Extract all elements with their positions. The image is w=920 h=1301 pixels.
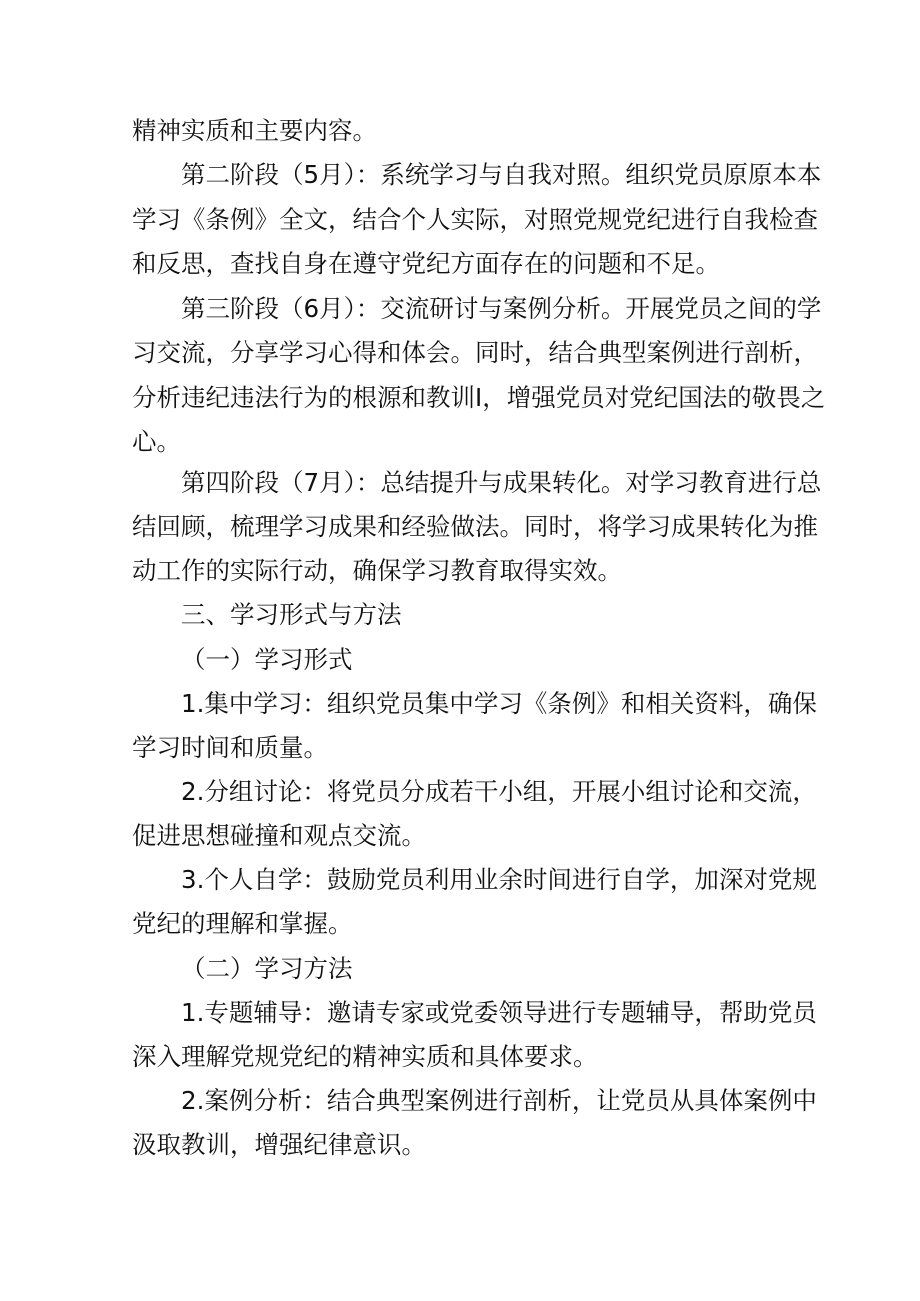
paragraph-line: 分析违纪违法行为的根源和教训I，增强党员对党纪国法的敬畏之 (132, 383, 826, 412)
paragraph-line: 第三阶段（6月）：交流研讨与案例分析。开展党员之间的学 (181, 294, 822, 323)
paragraph-line: 学习《条例》全文，结合个人实际，对照党规党纪进行自我检查 (132, 205, 818, 234)
list-item-line: 1.集中学习：组织党员集中学习《条例》和相关资料，确保 (181, 689, 817, 718)
paragraph-line: 精神实质和主要内容。 (132, 116, 377, 145)
section-heading: 三、学习形式与方法 (181, 600, 402, 629)
paragraph-line: 结回顾，梳理学习成果和经验做法。同时，将学习成果转化为推 (132, 512, 818, 541)
subsection-heading: （一）学习形式 (181, 645, 353, 674)
subsection-heading: （二）学习方法 (181, 954, 353, 983)
paragraph-line: 动工作的实际行动，确保学习教育取得实效。 (132, 556, 622, 585)
paragraph-line: 和反思，查找自身在遵守党纪方面存在的问题和不足。 (132, 249, 720, 278)
list-item-line: 1.专题辅导：邀请专家或党委领导进行专题辅导，帮助党员 (181, 998, 817, 1027)
list-item-line: 促进思想碰撞和观点交流。 (132, 821, 426, 850)
list-item-line: 2.分组讨论：将党员分成若干小组，开展小组讨论和交流， (181, 777, 817, 806)
paragraph-line: 第四阶段（7月）：总结提升与成果转化。对学习教育进行总 (181, 468, 822, 497)
paragraph-line: 习交流，分享学习心得和体会。同时，结合典型案例进行剖析， (132, 338, 818, 367)
list-item-line: 学习时间和质量。 (132, 733, 328, 762)
list-item-line: 党纪的理解和掌握。 (132, 909, 353, 938)
paragraph-line: 心。 (132, 427, 181, 456)
list-item-line: 深入理解党规党纪的精神实质和具体要求。 (132, 1042, 598, 1071)
list-item-line: 3.个人自学：鼓励党员利用业余时间进行自学，加深对党规 (181, 865, 817, 894)
list-item-line: 汲取教训，增强纪律意识。 (132, 1130, 426, 1159)
paragraph-line: 第二阶段（5月）：系统学习与自我对照。组织党员原原本本 (181, 160, 822, 189)
list-item-line: 2.案例分析：结合典型案例进行剖析，让党员从具体案例中 (181, 1086, 817, 1115)
